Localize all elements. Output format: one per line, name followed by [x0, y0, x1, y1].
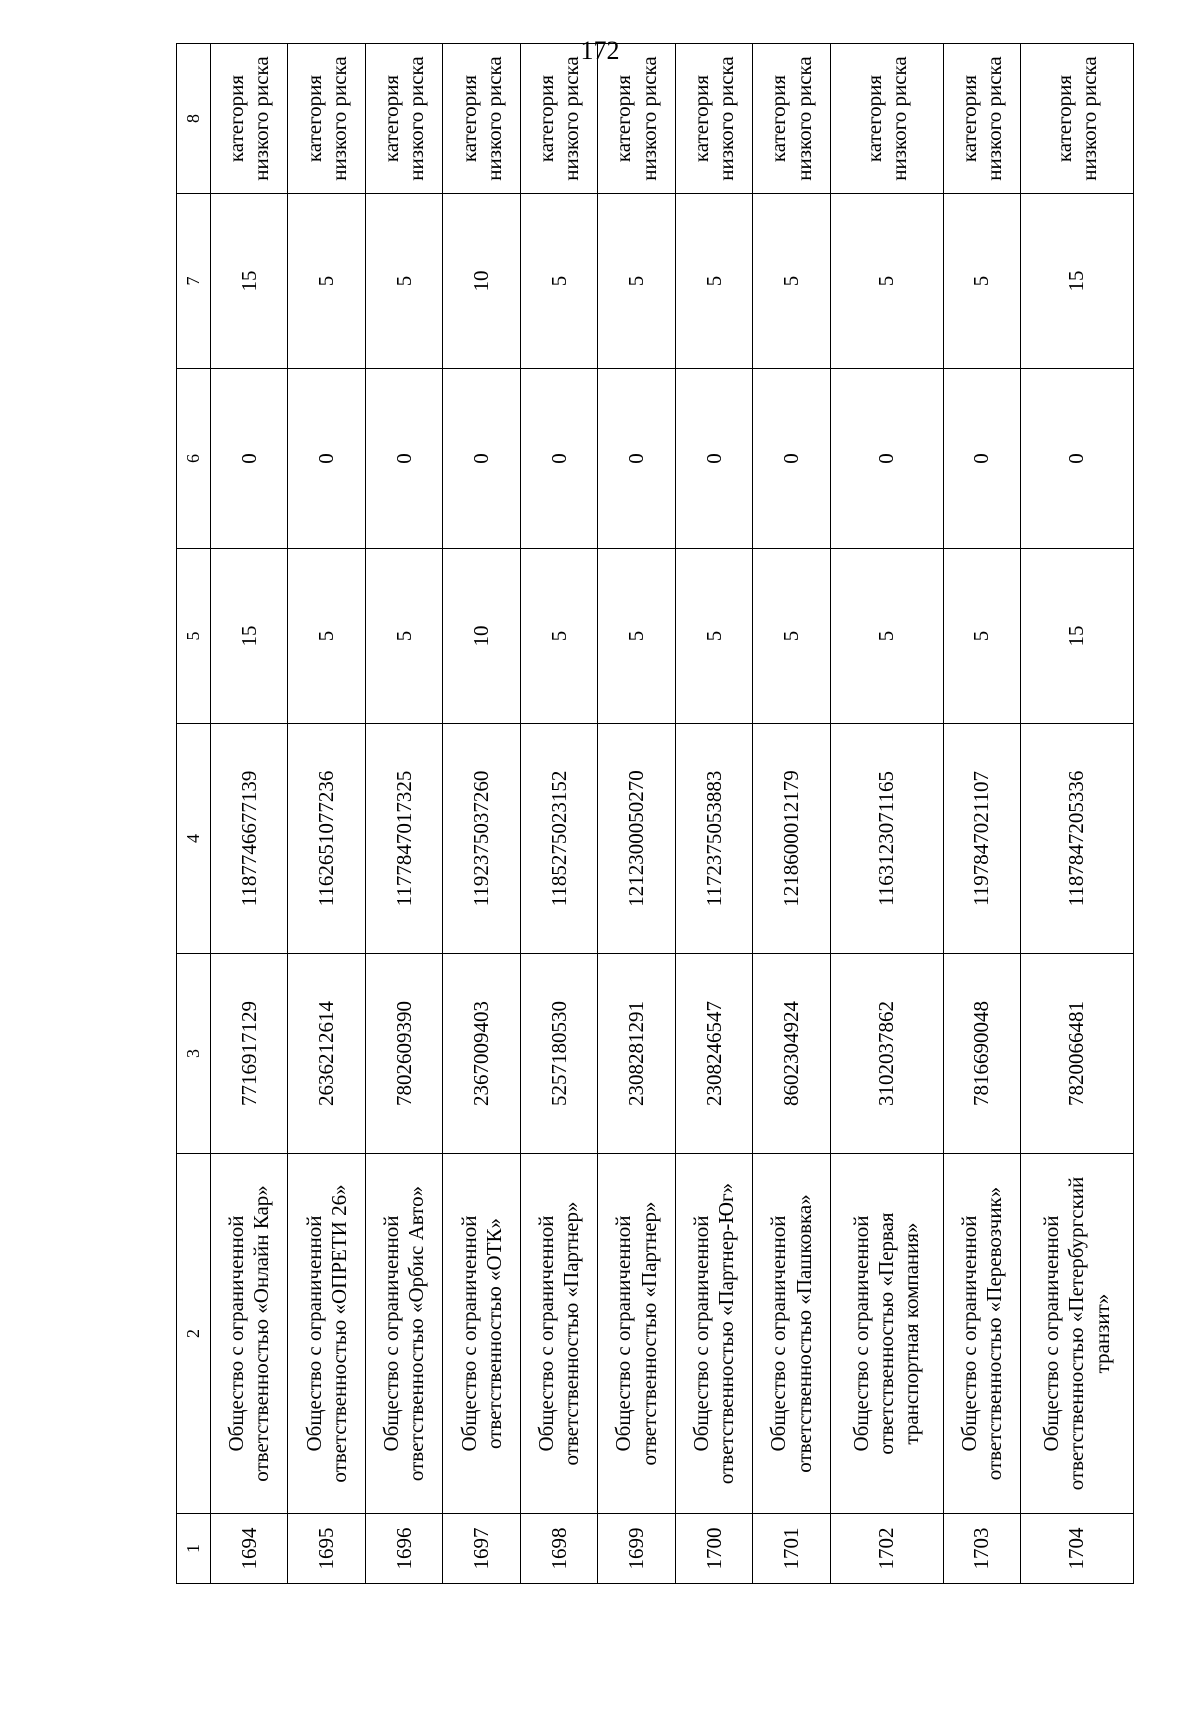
ogrn-cell: 1185275023152	[520, 724, 597, 954]
column-header: 8	[177, 44, 211, 194]
table-header-row	[177, 44, 211, 1584]
column-7-cell: 10	[443, 194, 520, 369]
column-5-cell: 5	[675, 549, 752, 724]
column-5-cell: 5	[753, 549, 830, 724]
column-7-cell: 5	[520, 194, 597, 369]
row-number-cell: 1702	[830, 1514, 943, 1584]
table-row	[943, 44, 1020, 1584]
column-7-cell: 5	[675, 194, 752, 369]
table-row	[443, 44, 520, 1584]
table-row	[598, 44, 675, 1584]
row-number-cell: 1695	[288, 1514, 365, 1584]
column-header: 4	[177, 724, 211, 954]
table-row	[753, 44, 830, 1584]
organization-name-cell: Общество с ограниченной ответственностью «ОПРЕТИ 26»	[288, 1154, 365, 1514]
ogrn-cell: 1177847017325	[365, 724, 442, 954]
column-header: 6	[177, 369, 211, 549]
registry-table	[176, 43, 1134, 1584]
column-5-cell: 5	[365, 549, 442, 724]
column-5-cell: 5	[943, 549, 1020, 724]
organization-name-cell: Общество с ограниченной ответственностью «Первая транспортная компания»	[830, 1154, 943, 1514]
column-7-cell: 5	[753, 194, 830, 369]
inn-cell: 2308281291	[598, 954, 675, 1154]
organization-name-cell: Общество с ограниченной ответственностью «Орбис Авто»	[365, 1154, 442, 1514]
inn-cell: 7820066481	[1021, 954, 1134, 1154]
organization-name-cell: Общество с ограниченной ответственностью «Петербургский транзит»	[1021, 1154, 1134, 1514]
risk-category-cell: категория низкого риска	[830, 44, 943, 194]
risk-category-cell: категория низкого риска	[675, 44, 752, 194]
inn-cell: 5257180530	[520, 954, 597, 1154]
column-7-cell: 5	[830, 194, 943, 369]
table-row	[830, 44, 943, 1584]
inn-cell: 8602304924	[753, 954, 830, 1154]
column-7-cell: 15	[211, 194, 288, 369]
column-5-cell: 10	[443, 549, 520, 724]
column-header: 5	[177, 549, 211, 724]
page-number: 172	[580, 36, 620, 65]
organization-name-cell: Общество с ограниченной ответственностью «Перевозчик»	[943, 1154, 1020, 1514]
column-5-cell: 15	[1021, 549, 1134, 724]
column-7-cell: 5	[365, 194, 442, 369]
column-5-cell: 5	[288, 549, 365, 724]
column-6-cell: 0	[598, 369, 675, 549]
column-5-cell: 5	[830, 549, 943, 724]
column-6-cell: 0	[520, 369, 597, 549]
column-header: 1	[177, 1514, 211, 1584]
inn-cell: 7716917129	[211, 954, 288, 1154]
column-7-cell: 5	[943, 194, 1020, 369]
table-row	[675, 44, 752, 1584]
ogrn-cell: 1163123071165	[830, 724, 943, 954]
column-6-cell: 0	[943, 369, 1020, 549]
row-number-cell: 1704	[1021, 1514, 1134, 1584]
organization-name-cell: Общество с ограниченной ответственностью «ОТК»	[443, 1154, 520, 1514]
risk-category-cell: категория низкого риска	[943, 44, 1020, 194]
table-row	[288, 44, 365, 1584]
ogrn-cell: 1212300050270	[598, 724, 675, 954]
inn-cell: 2308246547	[675, 954, 752, 1154]
column-5-cell: 15	[211, 549, 288, 724]
column-6-cell: 0	[753, 369, 830, 549]
column-6-cell: 0	[211, 369, 288, 549]
column-6-cell: 0	[830, 369, 943, 549]
inn-cell: 7802609390	[365, 954, 442, 1154]
inn-cell: 2367009403	[443, 954, 520, 1154]
ogrn-cell: 1197847021107	[943, 724, 1020, 954]
column-5-cell: 5	[598, 549, 675, 724]
table-body	[211, 44, 1134, 1584]
ogrn-cell: 1187847205336	[1021, 724, 1134, 954]
column-7-cell: 5	[288, 194, 365, 369]
ogrn-cell: 1192375037260	[443, 724, 520, 954]
column-6-cell: 0	[1021, 369, 1134, 549]
column-6-cell: 0	[675, 369, 752, 549]
row-number-cell: 1699	[598, 1514, 675, 1584]
table-row	[211, 44, 288, 1584]
row-number-cell: 1698	[520, 1514, 597, 1584]
row-number-cell: 1703	[943, 1514, 1020, 1584]
column-7-cell: 5	[598, 194, 675, 369]
ogrn-cell: 1172375053883	[675, 724, 752, 954]
row-number-cell: 1697	[443, 1514, 520, 1584]
organization-name-cell: Общество с ограниченной ответственностью «Пашковка»	[753, 1154, 830, 1514]
ogrn-cell: 1162651077236	[288, 724, 365, 954]
row-number-cell: 1694	[211, 1514, 288, 1584]
inn-cell: 7816690048	[943, 954, 1020, 1154]
row-number-cell: 1701	[753, 1514, 830, 1584]
table-row	[1021, 44, 1134, 1584]
ogrn-cell: 1218600012179	[753, 724, 830, 954]
column-header: 3	[177, 954, 211, 1154]
column-6-cell: 0	[365, 369, 442, 549]
risk-category-cell: категория низкого риска	[1021, 44, 1134, 194]
inn-cell: 2636212614	[288, 954, 365, 1154]
column-7-cell: 15	[1021, 194, 1134, 369]
row-number-cell: 1696	[365, 1514, 442, 1584]
table-row	[365, 44, 442, 1584]
column-6-cell: 0	[443, 369, 520, 549]
table-row	[520, 44, 597, 1584]
column-5-cell: 5	[520, 549, 597, 724]
organization-name-cell: Общество с ограниченной ответственностью «Онлайн Кар»	[211, 1154, 288, 1514]
risk-category-cell: категория низкого риска	[211, 44, 288, 194]
column-header: 2	[177, 1154, 211, 1514]
risk-category-cell: категория низкого риска	[598, 44, 675, 194]
organization-name-cell: Общество с ограниченной ответственностью «Партнер»	[598, 1154, 675, 1514]
risk-category-cell: категория низкого риска	[365, 44, 442, 194]
organization-name-cell: Общество с ограниченной ответственностью «Партнер-Юг»	[675, 1154, 752, 1514]
column-6-cell: 0	[288, 369, 365, 549]
rotated-table-wrapper	[176, 56, 1134, 1584]
column-header: 7	[177, 194, 211, 369]
inn-cell: 3102037862	[830, 954, 943, 1154]
ogrn-cell: 1187746677139	[211, 724, 288, 954]
organization-name-cell: Общество с ограниченной ответственностью «Партнер»	[520, 1154, 597, 1514]
risk-category-cell: категория низкого риска	[520, 44, 597, 194]
risk-category-cell: категория низкого риска	[753, 44, 830, 194]
risk-category-cell: категория низкого риска	[288, 44, 365, 194]
risk-category-cell: категория низкого риска	[443, 44, 520, 194]
row-number-cell: 1700	[675, 1514, 752, 1584]
